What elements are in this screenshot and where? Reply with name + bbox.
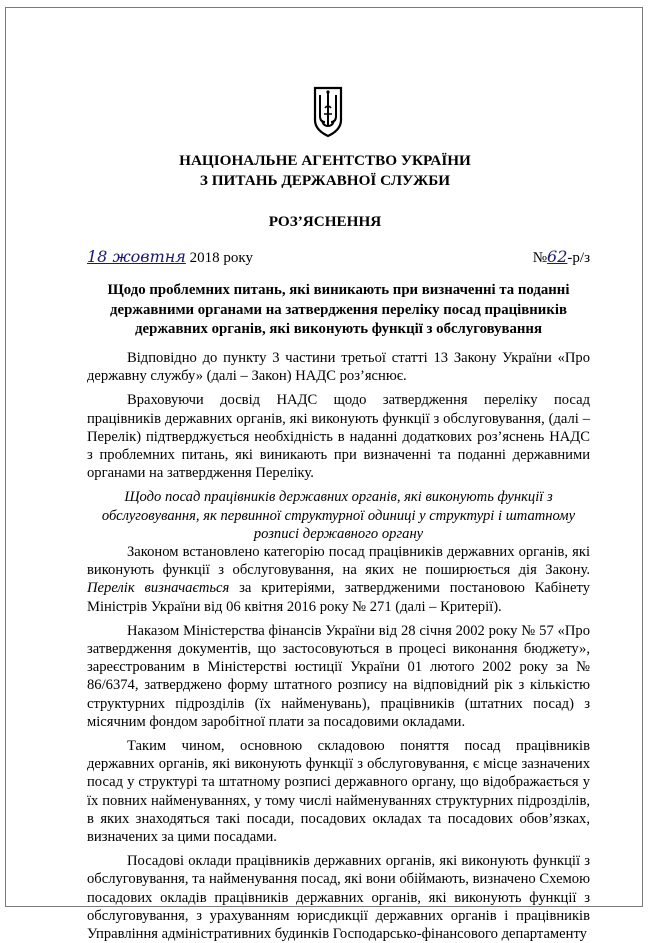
date-year: 2018 року xyxy=(189,250,253,266)
paragraph-2: Враховуючи досвід НАДС щодо затвердження переліку посад працівників державних органів, які виконують функції з обслуговування, (далі – Перелік) підтверджується необхідність в наданні додаткових роз’яснень НАДС з проблемних питань, які виникають при визначенні та поданні державними органами на затвердження Переліку. xyxy=(87,392,590,482)
section-subheading: Щодо посад працівників державних органів, які виконують функції з обслуговування, як первинної структурної одиниці у структурі і штатному розписі державного органу xyxy=(101,489,576,542)
handwritten-date: 18 жовтня xyxy=(87,247,186,266)
document-title: РОЗ’ЯСНЕННЯ xyxy=(268,213,382,230)
paragraph-6: Посадові оклади працівників державних органів, які виконують функції з обслуговування, та найменування посад, які вони обіймають, визначено Схемою посадових окладів працівників державних органів, які виконують функції з обслуговування, з урахуванням юрисдикції державних органів і працівників Управління адміністративних будинків Господарсько-фінансового департаменту xyxy=(87,853,590,943)
coat-of-arms-icon xyxy=(313,86,343,138)
document-number xyxy=(533,247,590,267)
paragraph-4: Наказом Міністерства фінансів України від 28 січня 2002 року № 57 «Про затвердження документів, що застосовуються в процесі виконання бюджету», зареєстрованим в Міністерстві юстиції України 01 лютого 2002 року за № 86/6374, затверджено форму штатного розпису на відповідний рік з кількістю структурних підрозділів (їх найменувань), працівників (штатних посад) з місячним фондом заробітної плати за посадовими окладами. xyxy=(87,622,590,730)
handwritten-number: 62 xyxy=(547,247,568,266)
paragraph-3-text-b: за критеріями, затвердженими постановою Кабінету Міністрів України від 06 квітня 2016 року № 271 (далі – Критерії). xyxy=(87,580,590,615)
paragraph-3 xyxy=(87,543,590,616)
agency-name-line1: НАЦІОНАЛЬНЕ АГЕНТСТВО УКРАЇНИ xyxy=(179,152,471,169)
paragraph-3-italic: Перелік визначається xyxy=(87,580,230,597)
date-row xyxy=(87,247,590,267)
number-prefix: № xyxy=(532,250,548,266)
subject-heading: Щодо проблемних питань, які виникають при визначенні та поданні державними органами на затвердження переліку посад працівників державних органів, які виконують функції з обслуговування xyxy=(107,282,570,337)
paragraph-3-text-a: Законом встановлено категорію посад працівників державних органів, які виконують функції з обслуговування, на яких не поширюється дія Закону. xyxy=(87,544,590,579)
document-body xyxy=(87,349,590,943)
paragraph-1: Відповідно до пункту 3 частини третьої статті 13 Закону України «Про державну службу» (далі – Закон) НАДС роз’яснює. xyxy=(87,350,590,385)
agency-name-line2: З ПИТАНЬ ДЕРЖАВНОЇ СЛУЖБИ xyxy=(199,172,451,189)
paragraph-5: Таким чином, основною складовою поняття посад працівників державних органів, які виконують функції з обслуговування, є місце зазначених посад у структурі та штатному розписі державного органу, що відображається у їх повних найменуваннях, у тому числі найменуваннях структурних підрозділів, в яких знаходяться такі посади, посадових окладах та посадових обов’язках, визначених за цими посадами. xyxy=(87,738,590,846)
number-suffix: -р/з xyxy=(567,250,590,266)
